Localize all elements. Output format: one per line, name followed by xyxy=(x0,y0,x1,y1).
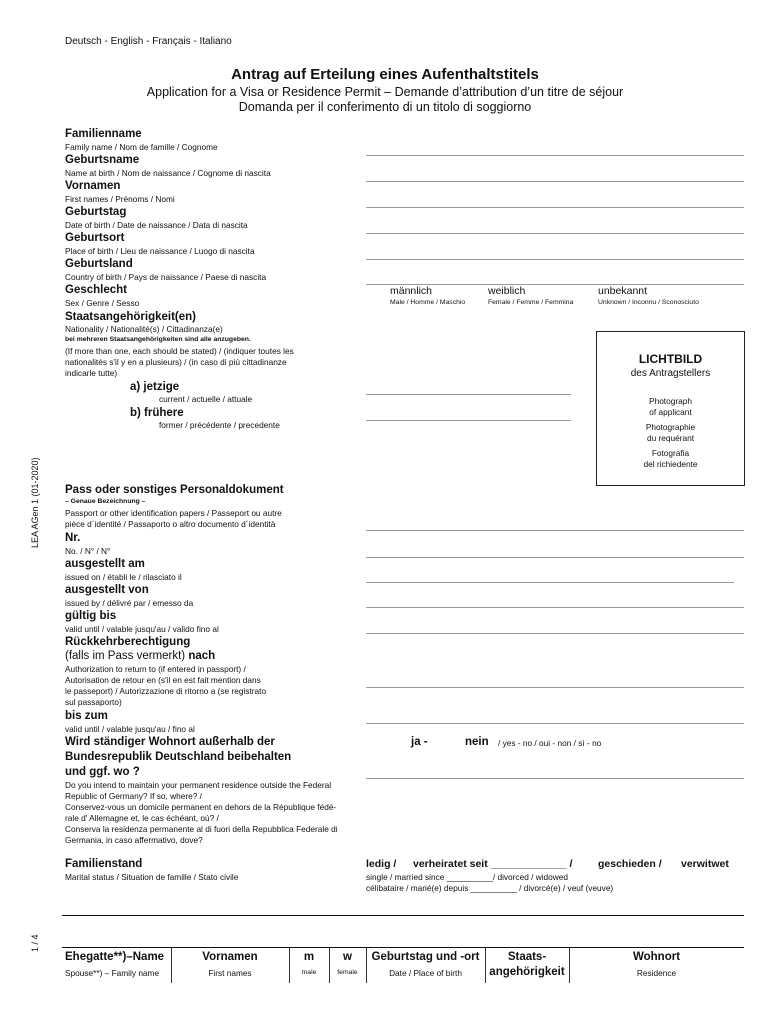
birth-place-field[interactable] xyxy=(366,259,744,260)
birth-place-sublabel: Place of birth / Lieu de naissance / Luogo di nascita xyxy=(65,246,255,256)
reentry-until-sublabel: valid until / valable jusqu'au / fino al xyxy=(65,724,195,734)
nationality-note-line3: indicarle tutte) xyxy=(65,368,118,378)
table-header-birth: Geburtstag und -ort xyxy=(371,951,480,963)
passport-exact-label: – Genaue Bezeichnung – xyxy=(65,498,146,505)
page-title: Antrag auf Erteilung eines Aufenthaltstitels xyxy=(231,66,539,83)
reentry-sublabel-4: sul passaporto) xyxy=(65,697,122,707)
birth-date-label: Geburtstag xyxy=(65,206,127,218)
photo-box[interactable] xyxy=(596,331,745,486)
passport-sublabel-1: Passport or other identification papers / Passeport ou autre xyxy=(65,508,282,518)
marital-status-sublabel: Marital status / Situation de famille / Stato civile xyxy=(65,872,239,882)
birth-country-label: Geburtsland xyxy=(65,258,133,270)
former-nationality-sublabel: former / précédente / precedente xyxy=(159,420,280,430)
reentry-sublabel-1: Authorization to return to (if entered in passport) / xyxy=(65,664,246,674)
family-name-sublabel: Family name / Nom de famille / Cognome xyxy=(65,142,218,152)
sex-label: Geschlecht xyxy=(65,284,127,296)
issued-by-field[interactable] xyxy=(366,607,744,608)
issued-on-label: ausgestellt am xyxy=(65,558,145,570)
marital-french-translation: célibataire / marié(e) depuis __________ / divorcé(e) / veuf (veuve) xyxy=(366,883,614,893)
reentry-to-label: nach xyxy=(188,650,216,662)
birth-name-label: Geburtsname xyxy=(65,154,140,166)
passport-label: Pass oder sonstiges Personaldokument xyxy=(65,484,284,496)
reentry-label: Rückkehrberechtigung xyxy=(65,636,191,648)
nationality-note: bei mehreren Staatsangehörigkeiten sind alle anzugeben. xyxy=(65,336,251,343)
nationality-sublabel: Nationality / Nationalité(s) / Cittadinanza(e) xyxy=(65,324,223,334)
table-header-spouse: Ehegatte**)–Name xyxy=(65,951,165,963)
photo-caption-2: of applicant xyxy=(649,407,692,417)
former-nationality-label: b) frühere xyxy=(130,407,184,419)
birth-country-sublabel: Country of birth / Pays de naissance / Paese di nascita xyxy=(65,272,267,282)
residence-yes-option[interactable]: ja - xyxy=(411,736,428,748)
marital-single-option[interactable]: ledig / xyxy=(366,858,397,870)
gender-female-sublabel: Female / Femme / Femmina xyxy=(488,299,574,306)
current-nationality-sublabel: current / actuelle / attuale xyxy=(159,394,253,404)
table-subheader-first-names: First names xyxy=(208,968,252,978)
gender-unknown-option[interactable]: unbekannt xyxy=(598,285,648,297)
gender-unknown-sublabel: Unknown / Inconnu / Sconosciuto xyxy=(598,299,699,306)
passport-number-label: Nr. xyxy=(65,532,81,544)
former-nationality-field[interactable] xyxy=(366,420,571,421)
passport-field[interactable] xyxy=(366,530,744,531)
reentry-note: (falls im Pass vermerkt) xyxy=(65,650,189,662)
photo-caption-3: Photographie xyxy=(645,422,696,432)
residence-sublabel-2: Republic of Germany? If so, where? / xyxy=(65,791,202,801)
sex-sublabel: Sex / Genre / Sesso xyxy=(65,298,140,308)
photo-subtitle: des Antragstellers xyxy=(630,368,711,379)
family-name-label: Familienname xyxy=(65,128,142,140)
issued-by-sublabel: issued by / délivré par / emesso da xyxy=(65,598,194,608)
nationality-note-line2: nationalités s'il y en a plusieurs) / (in caso di più cittadinanze xyxy=(65,357,287,367)
photo-title: LICHTBILD xyxy=(638,352,703,366)
photo-caption-4: du requérant xyxy=(646,433,695,443)
gender-female-option[interactable]: weiblich xyxy=(488,285,526,297)
family-name-field[interactable] xyxy=(366,155,744,156)
page-subtitle-2: Domanda per il conferimento di un titolo di soggiorno xyxy=(238,100,532,114)
birth-date-field[interactable] xyxy=(366,233,744,234)
table-header-residence: Wohnort xyxy=(632,951,681,963)
residence-question-2: Bundesrepublik Deutschland beibehalten xyxy=(65,751,292,763)
nationality-note-line1: (If more than one, each should be stated) / (indiquer toutes les xyxy=(65,346,294,356)
table-subheader-residence: Residence xyxy=(636,968,677,978)
table-header-nationality-2: angehörigkeit xyxy=(489,966,565,978)
first-names-label: Vornamen xyxy=(65,180,121,192)
table-subheader-female: female xyxy=(337,969,358,976)
issued-by-label: ausgestellt von xyxy=(65,584,149,596)
first-names-field[interactable] xyxy=(366,207,744,208)
marital-widowed-option[interactable]: verwitwet xyxy=(681,858,729,870)
marital-status-label: Familienstand xyxy=(65,858,143,870)
table-top-border xyxy=(62,947,744,948)
reentry-sublabel-2: Autorisation de retour en (s'il en est fait mention dans xyxy=(65,675,261,685)
valid-until-sublabel: valid until / valable jusqu'au / valido fino al xyxy=(65,624,219,634)
section-divider xyxy=(62,915,744,916)
reentry-field[interactable] xyxy=(366,687,744,688)
residence-no-option[interactable]: nein xyxy=(465,736,489,748)
table-header-female: w xyxy=(343,951,352,963)
current-nationality-field[interactable] xyxy=(366,394,571,395)
table-subheader-spouse: Spouse**) – Family name xyxy=(65,968,160,978)
issued-on-sublabel: issued on / établi le / rilasciato il xyxy=(65,572,182,582)
residence-field[interactable] xyxy=(366,778,744,779)
residence-yesno-translation: / yes - no / oui - non / sì - no xyxy=(498,738,602,748)
table-header-nationality: Staats- xyxy=(507,951,547,963)
marital-married-option[interactable]: verheiratet seit _____________ / xyxy=(413,858,573,870)
residence-question-3: und ggf. wo ? xyxy=(65,766,140,778)
valid-until-label: gültig bis xyxy=(65,610,117,622)
table-subheader-male: male xyxy=(301,969,317,976)
form-code: LEA AGen 1 (01-2020) xyxy=(30,457,40,548)
photo-caption-5: Fotografia xyxy=(651,448,690,458)
passport-number-sublabel: No. / N° / N° xyxy=(65,546,111,556)
photo-caption-6: del richiedente xyxy=(643,459,698,469)
birth-date-sublabel: Date of birth / Date de naissance / Data di nascita xyxy=(65,220,248,230)
table-subheader-birth: Date / Place of birth xyxy=(389,968,462,978)
residence-question-1: Wird ständiger Wohnort außerhalb der xyxy=(65,736,275,748)
passport-number-field[interactable] xyxy=(366,557,744,558)
current-nationality-label: a) jetzige xyxy=(130,381,180,393)
photo-caption-1: Photograph xyxy=(649,396,692,406)
birth-name-field[interactable] xyxy=(366,181,744,182)
marital-english-translation: single / married since __________/ divorced / widowed xyxy=(366,872,569,882)
issued-on-field[interactable] xyxy=(366,582,734,583)
birth-name-sublabel: Name at birth / Nom de naissance / Cognome di nascita xyxy=(65,168,271,178)
residence-sublabel-1: Do you intend to maintain your permanent residence outside the Federal xyxy=(65,780,332,790)
passport-sublabel-2: pièce d´identité / Passaporto o altro documento d´identità xyxy=(65,519,276,529)
reentry-sublabel-3: le passeport) / Autorizzazione di ritorno a (se registrato xyxy=(65,686,267,696)
first-names-sublabel: First names / Prénoms / Nomi xyxy=(65,194,175,204)
reentry-until-label: bis zum xyxy=(65,710,108,722)
language-selector: Deutsch - English - Français - Italiano xyxy=(65,36,232,47)
page-number: 1 / 4 xyxy=(30,934,40,952)
marital-divorced-option[interactable]: geschieden / xyxy=(598,858,662,870)
gender-male-sublabel: Male / Homme / Maschio xyxy=(390,299,466,306)
table-header-male: m xyxy=(303,951,315,963)
residence-sublabel-3: Conservez-vous un domicile permanent en dehors de la République fédé- xyxy=(65,802,337,812)
birth-place-label: Geburtsort xyxy=(65,232,125,244)
valid-until-field[interactable] xyxy=(366,633,744,634)
table-header-first-names: Vornamen xyxy=(202,951,258,963)
residence-sublabel-5: Conserva la residenza permanente al di fuori della Repubblica Federale di xyxy=(65,824,338,834)
page-subtitle-1: Application for a Visa or Residence Permit – Demande d’attribution d’un titre de séjour xyxy=(146,85,624,99)
residence-sublabel-4: rale d' Allemagne et, le cas échéant, où? / xyxy=(65,813,219,823)
nationality-label: Staatsangehörigkeit(en) xyxy=(65,311,196,323)
residence-sublabel-6: Germania, in caso affermativo, dove? xyxy=(65,835,203,845)
gender-male-option[interactable]: männlich xyxy=(390,285,433,297)
reentry-label-2 xyxy=(65,650,215,662)
reentry-until-field[interactable] xyxy=(366,723,744,724)
